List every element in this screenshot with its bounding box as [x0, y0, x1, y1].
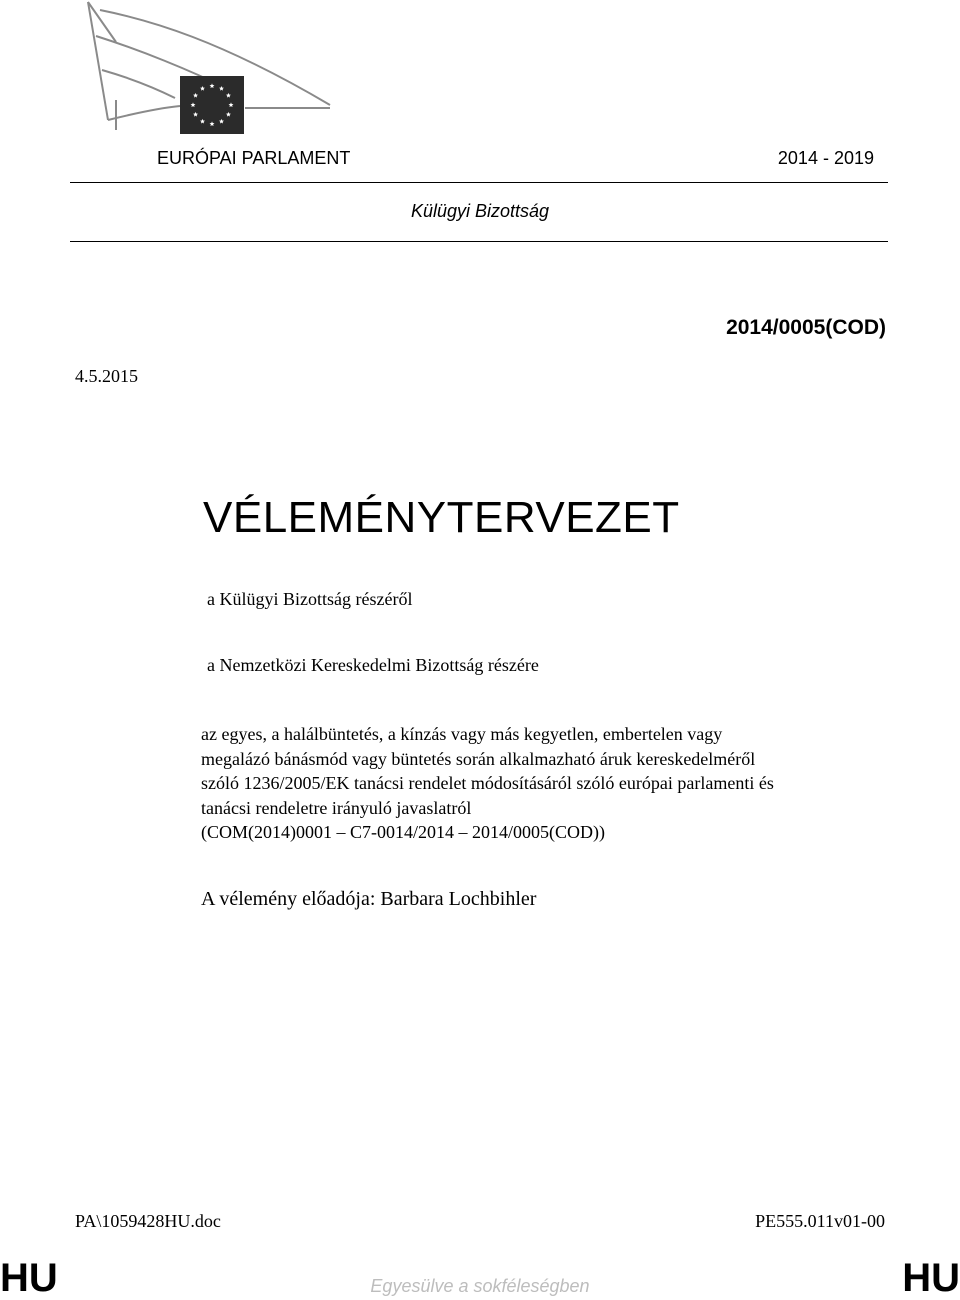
header-divider-top [70, 182, 888, 183]
header-divider-bottom [70, 241, 888, 242]
subject-line: (COM(2014)0001 – C7-0014/2014 – 2014/0005(COD)) [201, 822, 605, 842]
rapporteur: A vélemény előadója: Barbara Lochbihler [201, 888, 537, 910]
document-date: 4.5.2015 [75, 366, 138, 386]
organization-name: EURÓPAI PARLAMENT [157, 148, 351, 168]
procedure-reference: 2014/0005(COD) [726, 316, 886, 339]
parliamentary-term: 2014 - 2019 [777, 148, 874, 168]
language-code-left: HU [0, 1256, 58, 1300]
subject-line: szóló 1236/2005/EK tanácsi rendelet módosításáról szóló európai parlamenti és [201, 773, 774, 793]
eu-motto: Egyesülve a sokféleségben [370, 1276, 590, 1296]
subject-line: az egyes, a halálbüntetés, a kínzás vagy más kegyetlen, embertelen vagy [201, 724, 723, 744]
file-reference: PA\1059428HU.doc [75, 1211, 221, 1231]
committee-name: Külügyi Bizottság [410, 201, 550, 221]
from-committee: a Külügyi Bizottság részéről [207, 589, 413, 609]
european-parliament-logo [80, 0, 340, 140]
subject-line: megalázó bánásmód vagy büntetés során alkalmazható áruk kereskedelméről [201, 748, 756, 769]
subject-line: tanácsi rendeletre irányuló javaslatról [201, 797, 472, 818]
pe-reference: PE555.011v01-00 [755, 1211, 885, 1231]
document-subject [201, 722, 901, 845]
to-committee: a Nemzetközi Kereskedelmi Bizottság részére [207, 655, 539, 675]
language-code-right: HU [902, 1256, 960, 1300]
document-title: VÉLEMÉNYTERVEZET [203, 493, 680, 542]
